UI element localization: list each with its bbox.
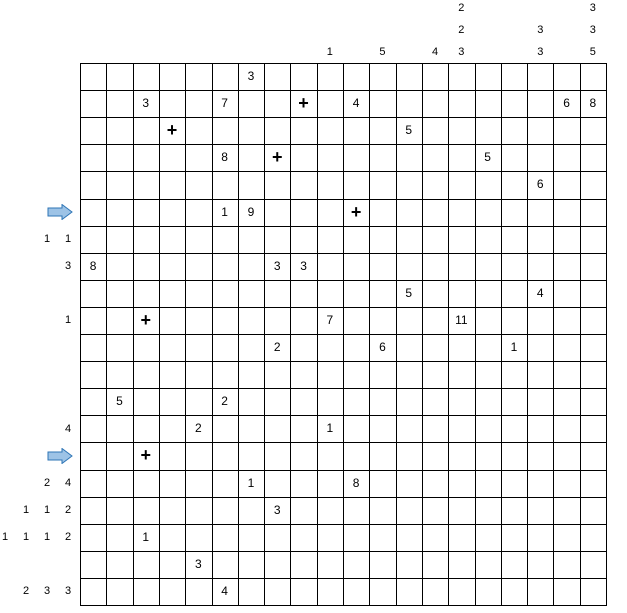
plus-mark[interactable]: + [140, 445, 151, 466]
row-hint: 3 [64, 585, 72, 598]
plus-mark[interactable]: + [271, 147, 283, 168]
cell-number[interactable]: 6 [536, 177, 544, 192]
cell-number[interactable]: 8 [352, 475, 360, 490]
grid-line-horizontal [80, 63, 607, 64]
cell-number[interactable]: 3 [142, 96, 150, 111]
column-hint: 3 [537, 46, 544, 58]
cell-number[interactable]: 1 [247, 475, 255, 490]
cell-number[interactable]: 3 [300, 258, 307, 273]
grid-line-horizontal [80, 253, 607, 254]
plus-mark[interactable]: + [350, 201, 362, 222]
cell-number[interactable]: 5 [405, 285, 413, 300]
row-arrow-icon [47, 204, 73, 220]
cell-number[interactable]: 1 [142, 529, 150, 544]
cell-number[interactable]: 4 [221, 583, 228, 598]
plus-mark[interactable]: + [166, 120, 178, 141]
cell-number[interactable]: 3 [247, 69, 255, 83]
cell-number[interactable]: 9 [247, 204, 255, 219]
grid-line-horizontal [80, 415, 607, 416]
column-hint: 2 [458, 2, 465, 14]
cell-number[interactable]: 4 [536, 285, 544, 300]
row-hint: 2 [43, 477, 51, 490]
grid-line-horizontal [80, 524, 607, 525]
column-hint: 3 [458, 46, 465, 58]
row-hint: 1 [43, 531, 51, 544]
row-hint: 2 [64, 531, 72, 544]
column-hint: 5 [589, 46, 596, 58]
cell-number[interactable]: 5 [484, 150, 491, 165]
row-arrow-icon [47, 448, 73, 464]
grid-line-horizontal [80, 334, 607, 335]
cell-number[interactable]: 6 [563, 96, 570, 111]
cell-number[interactable]: 2 [194, 421, 202, 436]
cell-number[interactable]: 2 [273, 340, 281, 354]
cell-number[interactable]: 5 [405, 123, 413, 138]
row-hint: 1 [43, 504, 51, 517]
cell-number[interactable]: 4 [352, 96, 360, 111]
grid-line-horizontal [80, 578, 607, 579]
grid-line-horizontal [80, 307, 607, 308]
grid-line-horizontal [80, 361, 607, 362]
plus-mark[interactable]: + [140, 309, 151, 330]
row-hint: 1 [64, 233, 72, 246]
cell-number[interactable]: 5 [116, 394, 123, 409]
cell-number[interactable]: 3 [194, 556, 202, 571]
row-hint: 1 [1, 531, 9, 544]
cell-number[interactable]: 11 [455, 312, 468, 327]
grid-line-horizontal [80, 497, 607, 498]
cell-number[interactable]: 1 [326, 421, 334, 436]
column-hint: 4 [431, 46, 439, 58]
cell-number[interactable]: 2 [221, 394, 228, 409]
row-hint: 2 [22, 585, 30, 598]
column-hint: 3 [589, 24, 596, 36]
row-hint: 4 [64, 477, 72, 490]
grid-line-horizontal [80, 551, 607, 552]
grid-line-horizontal [80, 605, 607, 606]
row-hint: 3 [64, 260, 72, 273]
row-hint: 4 [64, 422, 72, 435]
row-hint: 1 [22, 531, 30, 544]
cell-number[interactable]: 8 [89, 258, 97, 273]
cell-number[interactable]: 6 [379, 340, 386, 354]
row-hint: 3 [43, 585, 51, 598]
row-hint: 1 [43, 233, 51, 246]
column-hint: 2 [458, 24, 465, 36]
cell-number[interactable]: 8 [221, 150, 228, 165]
column-hint: 3 [537, 24, 544, 36]
row-hint: 2 [64, 504, 72, 517]
cell-number[interactable]: 3 [273, 258, 281, 273]
row-hint: 1 [22, 504, 30, 517]
column-hint: 3 [589, 2, 596, 14]
cell-number[interactable]: 1 [510, 340, 518, 354]
grid-line-horizontal [80, 388, 607, 389]
cell-number[interactable]: 8 [589, 96, 597, 111]
cell-number[interactable]: 3 [273, 502, 281, 517]
column-hint: 1 [326, 46, 333, 58]
cell-number[interactable]: 7 [326, 312, 334, 327]
column-hint: 5 [379, 46, 386, 58]
cell-number[interactable]: 7 [221, 96, 228, 111]
grid-line-horizontal [80, 442, 607, 443]
grid-line-horizontal [80, 144, 607, 145]
row-hint: 1 [64, 314, 72, 327]
cell-number[interactable]: 1 [221, 204, 228, 219]
plus-mark[interactable]: + [298, 93, 309, 114]
grid-line-horizontal [80, 226, 607, 227]
